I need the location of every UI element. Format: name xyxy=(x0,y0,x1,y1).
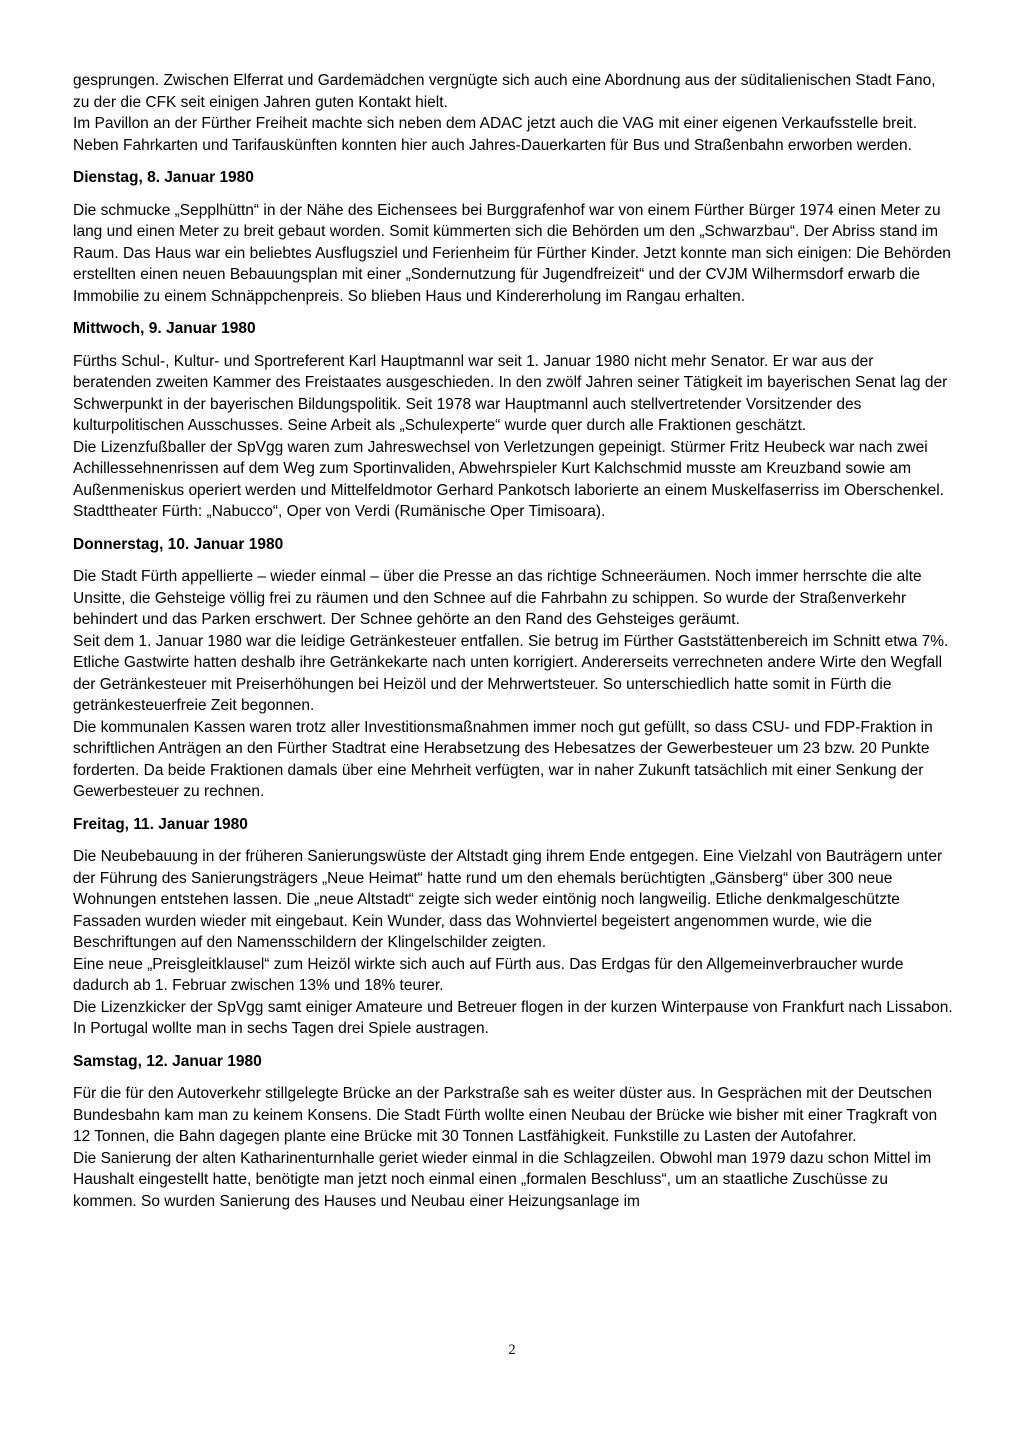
paragraph: Seit dem 1. Januar 1980 war die leidige Getränkesteuer entfallen. Sie betrug im Fürther Gaststättenbereich im Schnitt etwa 7%. Etliche Gastwirte hatten deshalb ihre Getränkekarte nach unten korrigiert. Andererseits verrechneten andere Wirte den Wegfall der Getränkesteuer mit Preiserhöhungen bei Heizöl und der Mehrwertsteuer. So unterschiedlich hatte somit in Fürth die getränkesteuerfreie Zeit begonnen. xyxy=(73,632,949,714)
document-body xyxy=(73,70,954,1212)
paragraph: Die Lizenzkicker der SpVgg samt einiger Amateure und Betreuer flogen in der kurzen Winterpause von Frankfurt nach Lissabon. In Portugal wollte man in sechs Tagen drei Spiele austragen. xyxy=(73,998,953,1037)
day-heading: Dienstag, 8. Januar 1980 xyxy=(73,169,254,186)
day-heading: Donnerstag, 10. Januar 1980 xyxy=(73,535,284,553)
page-footer xyxy=(0,1342,1024,1359)
paragraph: Die Sanierung der alten Katharinenturnhalle geriet wieder einmal in die Schlagzeilen. Obwohl man 1979 dazu schon Mittel im Haushalt eingestellt hatte, benötigte man jetzt noch einmal einen „formalen Beschluss“, um an staatliche Zuschüsse zu kommen. So wurden Sanierung des Hauses und Neubau einer Heizungsanlage im xyxy=(73,1149,932,1210)
paragraph: Im Pavillon an der Fürther Freiheit machte sich neben dem ADAC jetzt auch die VAG mit einer eigenen Verkaufsstelle breit. Neben Fahrkarten und Tarifauskünften konnten hier auch Jahres-Dauerkarten für Bus und Straßenbahn erworben werden. xyxy=(73,115,918,154)
paragraph: Fürths Schul-, Kultur- und Sportreferent Karl Hauptmannl war seit 1. Januar 1980 nicht mehr Senator. Er war aus der beratenden zweiten Kammer des Freistaates ausgeschieden. In den zwölf Jahren seiner Tätigkeit im bayerischen Senat lag der Schwerpunkt in der bayerischen Bildungspolitik. Seit 1978 war Hauptmannl auch stellvertretender Vorsitzender des kulturpolitischen Ausschusses. Seine Arbeit als „Schulexperte“ wurde quer durch alle Fraktionen geschätzt. xyxy=(73,352,948,434)
paragraph: Eine neue „Preisgleitklausel“ zum Heizöl wirkte sich auch auf Fürth aus. Das Erdgas für den Allgemeinverbraucher wurde dadurch ab 1. Februar zwischen 13% und 18% teurer. xyxy=(73,955,904,994)
paragraph: Stadttheater Fürth: „Nabucco“, Oper von Verdi (Rumänische Oper Timisoara). xyxy=(73,503,606,520)
paragraph: Die schmucke „Sepplhüttn“ in der Nähe des Eichensees bei Burggrafenhof war von einem Fürther Bürger 1974 einen Meter zu lang und einen Meter zu breit gebaut worden. Somit kümmerten sich die Behörden um den „Schwarzbau“. Der Abriss stand im Raum. Das Haus war ein beliebtes Ausflugsziel und Ferienheim für Fürther Kinder. Jetzt konnte man sich einigen: Die Behörden erstellten einen neuen Bebauungsplan mit einer „Sondernutzung für Jugendfreizeit“ und der CVJM Wilhermsdorf erwarb die Immobilie zu einem Schnäppchenpreis. So blieben Haus und Kindererholung im Rangau erhalten. xyxy=(73,201,951,305)
paragraph: Für die für den Autoverkehr stillgelegte Brücke an der Parkstraße sah es weiter düster aus. In Gesprächen mit der Deutschen Bundesbahn kam man zu keinem Konsens. Die Stadt Fürth wollte einen Neubau der Brücke wie bisher mit einer Tragkraft von 12 Tonnen, die Bahn dagegen plante eine Brücke mit 30 Tonnen Lastfähigkeit. Funkstille zu Lasten der Autofahrer. xyxy=(73,1085,938,1145)
day-heading: Freitag, 11. Januar 1980 xyxy=(73,815,248,833)
paragraph: Die kommunalen Kassen waren trotz aller Investitionsmaßnahmen immer noch gut gefüllt, so dass CSU- und FDP-Fraktion in schriftlichen Anträgen an den Fürther Stadtrat eine Herabsetzung des Hebesatzes der Gewerbesteuer um 23 bzw. 20 Punkte forderten. Da beide Fraktionen damals über eine Mehrheit verfügten, war in naher Zukunft tatsächlich mit einer Senkung der Gewerbesteuer zu rechnen. xyxy=(73,718,933,800)
paragraph: Die Stadt Fürth appellierte – wieder einmal – über die Presse an das richtige Schneeräumen. Noch immer herrschte die alte Unsitte, die Gehsteige völlig frei zu räumen und den Schnee auf die Fahrbahn zu schippen. So wurde der Straßenverkehr behindert und das Parken erschwert. Der Schnee gehörte an den Rand des Gehsteiges geräumt. xyxy=(73,568,922,628)
paragraph: Die Lizenzfußballer der SpVgg waren zum Jahreswechsel von Verletzungen gepeinigt. Stürmer Fritz Heubeck war nach zwei Achillessehnenrissen auf dem Weg zum Sportinvaliden, Abwehrspieler Kurt Kalchschmid musste am Kreuzband sowie am Außenmeniskus operiert werden und Mittelfeldmotor Gerhard Pankotsch laborierte an einem Muskelfaserriss im Oberschenkel. xyxy=(73,438,944,499)
paragraph: gesprungen. Zwischen Elferrat und Gardemädchen vergnügte sich auch eine Abordnung aus der süditalienischen Stadt Fano, zu der die CFK seit einigen Jahren guten Kontakt hielt. xyxy=(73,72,936,111)
page-number: 2 xyxy=(508,1342,516,1358)
paragraph: Die Neubebauung in der früheren Sanierungswüste der Altstadt ging ihrem Ende entgegen. Eine Vielzahl von Bauträgern unter der Führung des Sanierungsträgers „Neue Heimat“ hatte rund um den ehemals berüchtigten „Gänsberg“ über 300 neue Wohnungen entstehen lassen. Die „neue Altstadt“ zeigte sich weder eintönig noch langweilig. Etliche denkmalgeschützte Fassaden wurden wieder mit eingebaut. Kein Wunder, dass das Wohnviertel begeistert angenommen wurde, wie die Beschriftungen auf den Namensschildern der Klingelschilder zeigten. xyxy=(73,848,943,951)
day-heading: Samstag, 12. Januar 1980 xyxy=(73,1052,262,1070)
day-heading: Mittwoch, 9. Januar 1980 xyxy=(73,320,256,337)
